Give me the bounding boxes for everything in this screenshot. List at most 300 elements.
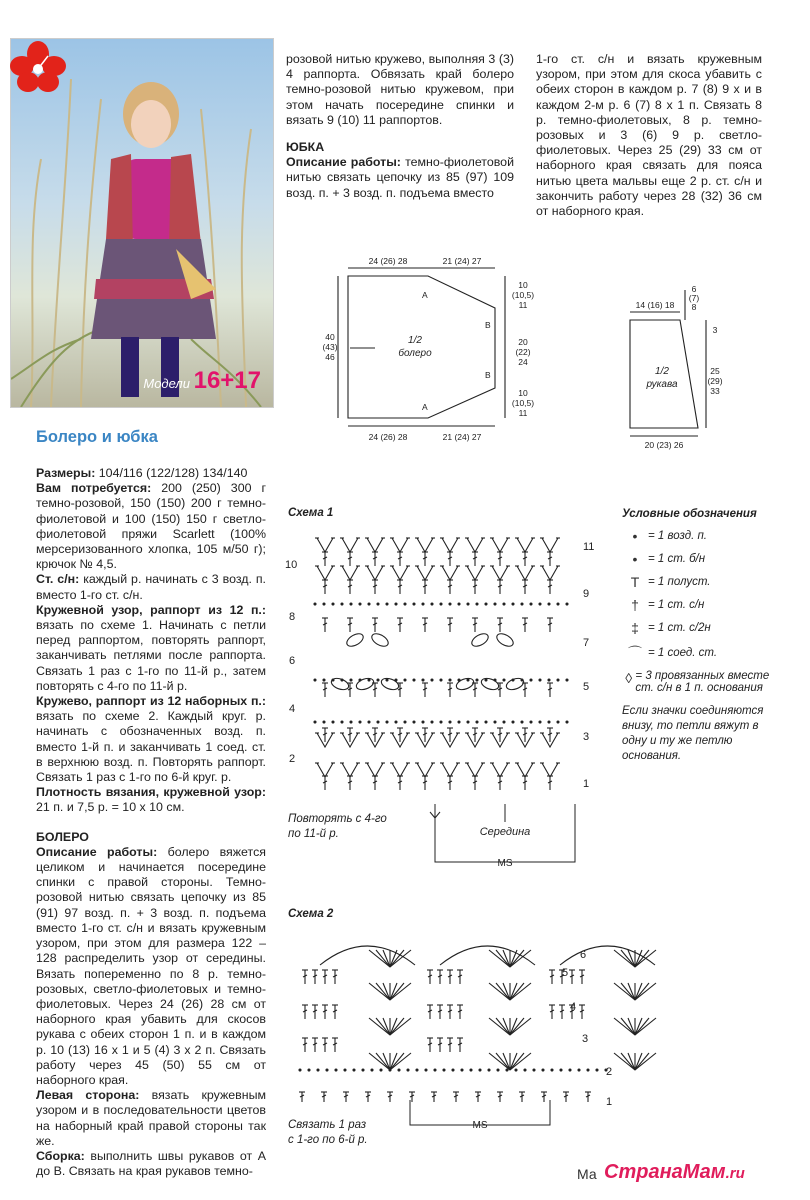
scheme1-row-1: 1	[583, 778, 590, 790]
chain-dot	[452, 1069, 454, 1071]
single-crochet-icon: •	[632, 551, 638, 567]
bolero-rt-3: 11	[518, 300, 528, 310]
stitch-symbol	[467, 538, 483, 552]
lace-pattern-label: Кружевной узор, раппорт из 12 п.:	[36, 602, 266, 617]
stitch-symbol	[342, 538, 358, 552]
chain-dot	[494, 603, 496, 605]
chain-dot	[566, 721, 568, 723]
scheme1-row-9: 9	[583, 588, 590, 600]
chain-dot	[404, 721, 406, 723]
sizes-text: 104/116 (122/128) 134/140	[98, 466, 248, 480]
chain-dot	[443, 1069, 445, 1071]
scheme1-repeat-line-1: Повторять с 4-го	[288, 813, 387, 825]
stitch-symbol	[517, 566, 533, 580]
chain-dot	[542, 1069, 544, 1071]
sleeve-rb-3: 33	[710, 386, 720, 396]
stitch-symbol	[542, 763, 558, 777]
fan-stitch	[496, 1053, 510, 1070]
chain-dot	[353, 1069, 355, 1071]
fan-stitch	[635, 1053, 649, 1070]
chain-dot	[503, 603, 505, 605]
bolero-h-3: 46	[325, 352, 335, 362]
lace-pattern-text: вязать по схеме 1. Начинать с петли перед раппортом, повторять раппорт, заканчивать петлями после раппорта. Связать 1 раз с 1-го по 11-й р., затем повторять с 4-го по 11-й р.	[36, 618, 266, 693]
chain-dot	[488, 1069, 490, 1071]
fan-stitch	[390, 983, 404, 1000]
stitch-symbol	[442, 566, 458, 580]
fan-stitch	[496, 1018, 510, 1035]
chain-dot	[386, 679, 388, 681]
chain-dot	[524, 1069, 526, 1071]
legend-title: Условные обозначения	[622, 508, 757, 520]
sleeve-rb-2: (29)	[707, 376, 723, 386]
materials-label: Вам потребуется:	[36, 481, 152, 496]
legend-text-slst: = 1 соед. ст.	[648, 647, 718, 659]
bolero-rt-1: 10	[518, 280, 528, 290]
bolero-desc-label: Описание работы:	[36, 844, 158, 859]
scheme1-row-6: 6	[289, 655, 296, 667]
chain-dot	[404, 679, 406, 681]
bolero-rb-2: (10,5)	[511, 398, 535, 408]
stitch-symbol	[392, 763, 408, 777]
bolero-rt-2: (10,5)	[511, 290, 535, 300]
sleeve-label-2: рукава	[646, 379, 678, 390]
scheme2-repeat-note	[288, 1118, 368, 1148]
chain-dot	[380, 1069, 382, 1071]
fan-stitch	[635, 983, 649, 1000]
sleeve-rb-1: 25	[710, 366, 720, 376]
chain-dot	[350, 679, 352, 681]
scheme1-ms-label: MS	[497, 858, 513, 867]
chain-dot	[566, 603, 568, 605]
chain-dot	[431, 679, 433, 681]
bolero-rm-2: (22)	[515, 347, 531, 357]
stitch-symbol	[442, 763, 458, 777]
fan-stitch	[621, 1018, 635, 1035]
chain-dot	[386, 603, 388, 605]
page-title: Болеро и юбка	[36, 428, 158, 446]
scheme2-row-2: 2	[606, 1066, 613, 1078]
stitch-symbol	[492, 538, 508, 552]
scheme2-row-3: 3	[582, 1033, 589, 1045]
scheme1-row-8: 8	[289, 611, 296, 623]
chain-dot	[344, 1069, 346, 1071]
chain-dot	[326, 1069, 328, 1071]
chain-dot	[368, 679, 370, 681]
chain-dot	[341, 721, 343, 723]
chain-dot	[440, 721, 442, 723]
scheme1-row-2: 2	[289, 753, 296, 765]
stitch-symbol	[492, 763, 508, 777]
chain-dot	[440, 603, 442, 605]
chain-dot	[533, 1069, 535, 1071]
stitch-symbol	[417, 566, 433, 580]
scheme2-repeat-line-2: с 1-го по 6-й р.	[288, 1134, 368, 1146]
legend-text-hdc: = 1 полуст.	[648, 576, 711, 588]
bolero-pattern	[310, 248, 550, 448]
legend-text-cluster: = 3 провязанных вместе ст. с/н в 1 п. основания	[635, 670, 770, 694]
chain-dot	[332, 721, 334, 723]
sleeve-right-a: 3	[712, 325, 718, 335]
stitch-symbol	[467, 763, 483, 777]
stitch-symbol	[467, 566, 483, 580]
legend-item-chain	[622, 528, 772, 544]
slip-stitch-icon: ⌒	[628, 645, 642, 661]
density-label: Плотность вязания, кружевной узор:	[36, 785, 266, 800]
stitch-symbol	[542, 566, 558, 580]
chain-dot	[587, 1069, 589, 1071]
stitch-symbol	[342, 566, 358, 580]
flower-logo-icon	[8, 40, 68, 95]
chain-dot	[497, 1069, 499, 1071]
chain-dot	[551, 1069, 553, 1071]
watermark	[604, 1161, 745, 1184]
legend-item-hdc	[622, 574, 772, 590]
chain-dot	[362, 1069, 364, 1071]
bolero-dim-top-left: 24 (26) 28	[368, 256, 408, 266]
bolero-rb-1: 10	[518, 388, 528, 398]
left-side-label: Левая сторона:	[36, 1088, 140, 1103]
chain-dot	[530, 721, 532, 723]
lace-text: вязать по схеме 2. Каждый круг. р. начинать с обозначенных возд. п. вместо 1-й п. и заканчивать 1 соед. ст. в верхнюю возд. п. Повторять раппорт. Связать 1 раз с 1-го по 6-й круг. р.	[36, 709, 266, 785]
cluster-symbol	[355, 676, 375, 692]
lace-label: Кружево, раппорт из 12 наборных п.:	[36, 694, 266, 709]
legend	[622, 508, 772, 764]
chain-dot	[476, 603, 478, 605]
chain-dot	[548, 603, 550, 605]
chain-dot	[359, 603, 361, 605]
chain-dot	[458, 603, 460, 605]
chain-dot	[413, 721, 415, 723]
stitch-symbol	[417, 763, 433, 777]
scheme2-repeat-line-1: Связать 1 раз	[288, 1119, 367, 1131]
legend-item-sc	[622, 551, 772, 567]
sleeve-bottom: 20 (23) 26	[644, 440, 684, 450]
bolero-dim-bottom-left: 24 (26) 28	[368, 432, 408, 442]
stitch-symbol	[367, 763, 383, 777]
sleeve-tr-3: 8	[691, 302, 697, 312]
chain-dot	[389, 1069, 391, 1071]
chain-dot	[314, 603, 316, 605]
scheme2-row-6: 6	[580, 949, 587, 961]
chain-dot	[449, 721, 451, 723]
chain-dot	[422, 679, 424, 681]
right-column	[536, 52, 762, 219]
left-side-text: вязать кружевным узором и в последовательности цветов на наборный край правой стороны так же.	[36, 1088, 266, 1148]
chain-dot	[398, 1069, 400, 1071]
scheme2-diagram	[290, 920, 720, 1135]
scheme2-row-4: 4	[570, 1001, 577, 1013]
scheme1-row-7: 7	[583, 637, 590, 649]
legend-text-dc: = 1 ст. с/н	[648, 599, 705, 611]
chain-dot	[449, 679, 451, 681]
chain-dot	[323, 679, 325, 681]
chain-dot	[485, 721, 487, 723]
chain-dot	[539, 721, 541, 723]
legend-text-sc: = 1 ст. б/н	[648, 553, 706, 565]
assembly-label: Сборка:	[36, 1148, 85, 1163]
scheme2-row-5: 5	[562, 967, 569, 979]
stitch-symbol	[492, 566, 508, 580]
middle-column	[286, 52, 514, 201]
stitch-symbol	[317, 566, 333, 580]
fan-stitch	[510, 1018, 524, 1035]
scheme2-row-1: 1	[606, 1096, 613, 1108]
stitch-symbol	[317, 538, 333, 552]
double-crochet-icon: †	[631, 597, 639, 613]
treble-crochet-icon: ‡	[631, 620, 639, 636]
stitch-symbol	[417, 538, 433, 552]
chain-dot	[332, 603, 334, 605]
chain-dot	[404, 603, 406, 605]
chain-dot	[335, 1069, 337, 1071]
scheme1-row-4: 4	[289, 703, 296, 715]
chain-dot	[503, 679, 505, 681]
chain-dot	[557, 679, 559, 681]
fan-stitch	[390, 1018, 404, 1035]
bolero-rm-3: 24	[518, 357, 528, 367]
legend-text-chain: = 1 возд. п.	[648, 530, 708, 542]
chain-icon: •	[632, 528, 638, 544]
chain-dot	[461, 1069, 463, 1071]
stitch-symbol	[317, 763, 333, 777]
chain-dot	[407, 1069, 409, 1071]
chain-dot	[341, 603, 343, 605]
bolero-mark-a-bottom: A	[422, 402, 428, 412]
chain-dot	[395, 603, 397, 605]
fan-stitch	[390, 1053, 404, 1070]
bolero-rb-3: 11	[518, 408, 528, 418]
chain-dot	[449, 603, 451, 605]
chain-dot	[416, 1069, 418, 1071]
sc-text: каждый р. начинать с 3 возд. п. вместо 1-го ст. с/н.	[36, 572, 266, 602]
chain-dot	[506, 1069, 508, 1071]
chain-dot	[431, 603, 433, 605]
density-text: 21 п. и 7,5 р. = 10 х 10 см.	[36, 800, 185, 815]
chain-dot	[569, 1069, 571, 1071]
stitch-symbol	[517, 763, 533, 777]
cluster-symbol	[380, 676, 400, 692]
sleeve-label-1: 1/2	[655, 366, 669, 377]
chain-dot	[377, 721, 379, 723]
chain-dot	[440, 679, 442, 681]
fan-stitch	[510, 950, 524, 967]
chain-dot	[512, 603, 514, 605]
chain-dot	[317, 1069, 319, 1071]
scheme2-title: Схема 2	[288, 908, 334, 920]
chain-dot	[530, 603, 532, 605]
scheme1-repeat-line-2: по 11-й р.	[288, 828, 339, 840]
chain-dot	[386, 721, 388, 723]
chain-dot	[431, 721, 433, 723]
sleeve-pattern	[610, 280, 740, 450]
sleeve-top: 14 (16) 18	[635, 300, 675, 310]
right-col-text: 1-го ст. с/н и вязать кружевным узором, при этом для скоса убавить с обеих сторон в каждом р. 7 (8) 9 х и в каждом 2-м р. 6 (7) 8 х 1 п. Связать 8 р. темно-фиолетовых, 8 р. темно-розовых и 3 (6) 9 р. светло-фиолетовых. Через 25 (29) 33 см от наборного края связать для пояса нитью цвета мальвы еще 2 р. ст. с/н и закончить работу через 28 (32) 36 см от наборного края.	[536, 52, 762, 219]
chain-dot	[560, 1069, 562, 1071]
bolero-dim-top-right: 21 (24) 27	[442, 256, 482, 266]
chain-dot	[359, 721, 361, 723]
chain-dot	[467, 721, 469, 723]
chain-dot	[566, 679, 568, 681]
stitch-symbol	[342, 763, 358, 777]
chain-dot	[485, 603, 487, 605]
fan-stitch	[621, 950, 635, 967]
fan-stitch	[496, 983, 510, 1000]
chain-dot	[368, 603, 370, 605]
chain-dot	[434, 1069, 436, 1071]
sc-label: Ст. с/н:	[36, 572, 80, 587]
chain-dot	[422, 721, 424, 723]
cluster-symbol	[370, 631, 391, 649]
chain-dot	[494, 721, 496, 723]
skirt-heading: ЮБКА	[286, 140, 325, 155]
cluster-icon: ◊	[625, 670, 633, 686]
chain-dot	[314, 721, 316, 723]
fan-stitch	[621, 1053, 635, 1070]
legend-note: Если значки соединяются внизу, то петли вяжут в одну и ту же петлю основания.	[622, 705, 764, 762]
chain-dot	[308, 1069, 310, 1071]
lace-arch	[440, 946, 535, 965]
scheme1-repeat-note	[288, 812, 387, 842]
fan-stitch	[376, 1018, 390, 1035]
skirt-desc-label: Описание работы:	[286, 155, 401, 170]
fan-stitch	[376, 983, 390, 1000]
chain-dot	[422, 603, 424, 605]
scheme1-row-3: 3	[583, 731, 590, 743]
scheme1-row-11: 11	[583, 541, 595, 553]
cluster-symbol	[495, 631, 516, 649]
bolero-h-2: (43)	[322, 342, 338, 352]
chain-dot	[413, 603, 415, 605]
sleeve-tr-2: (7)	[688, 293, 700, 303]
chain-dot	[557, 721, 559, 723]
chain-dot	[503, 721, 505, 723]
stitch-symbol	[392, 538, 408, 552]
models-label: Модели	[143, 376, 190, 391]
stitch-symbol	[442, 538, 458, 552]
chain-dot	[314, 679, 316, 681]
chain-dot	[479, 1069, 481, 1071]
fan-stitch	[621, 983, 635, 1000]
sleeve-tr-1: 6	[691, 284, 697, 294]
cluster-symbol	[470, 631, 491, 649]
fan-stitch	[376, 950, 390, 967]
legend-item-tr	[622, 620, 772, 636]
cluster-symbol	[480, 676, 500, 692]
chain-dot	[521, 603, 523, 605]
chain-dot	[323, 603, 325, 605]
chain-dot	[377, 679, 379, 681]
bolero-mark-b-top: B	[485, 320, 491, 330]
chain-dot	[548, 679, 550, 681]
chain-dot	[470, 1069, 472, 1071]
bolero-mark-b-bottom: B	[485, 370, 491, 380]
watermark-suffix: .ru	[725, 1165, 745, 1182]
bolero-dim-bottom-right: 21 (24) 27	[442, 432, 482, 442]
chain-dot	[395, 721, 397, 723]
assembly-text: выполнить швы рукавов от А до В. Связать на края рукавов темно-	[36, 1148, 266, 1179]
cluster-symbol	[345, 631, 366, 649]
legend-item-cluster	[622, 670, 772, 694]
legend-item-slst	[622, 643, 772, 663]
lace-arch	[320, 946, 415, 965]
chain-dot	[467, 679, 469, 681]
fan-stitch	[510, 1053, 524, 1070]
chain-dot	[476, 721, 478, 723]
chain-dot	[548, 721, 550, 723]
stitch-symbol	[392, 566, 408, 580]
legend-item-dc	[622, 597, 772, 613]
half-double-icon: Т	[630, 574, 640, 590]
fan-stitch	[635, 1018, 649, 1035]
mid-cont-text: розовой нитью кружево, выполняя 3 (3) 4 раппорта. Обвязать край болеро темно-розовой нитью кружевом, при этом начать посередине спинки и вязать 9 (10) 11 раппортов.	[286, 52, 514, 127]
left-column	[36, 466, 266, 1179]
chain-dot	[458, 721, 460, 723]
models-tag	[143, 367, 261, 395]
chain-dot	[350, 721, 352, 723]
fan-stitch	[390, 950, 404, 967]
chain-dot	[368, 721, 370, 723]
scheme1-center-label: Середина	[479, 826, 531, 838]
chain-dot	[515, 1069, 517, 1071]
bolero-rm-1: 20	[518, 337, 528, 347]
bolero-h-1: 40	[325, 332, 335, 342]
chain-dot	[476, 679, 478, 681]
chain-dot	[377, 603, 379, 605]
stitch-symbol	[367, 538, 383, 552]
chain-dot	[521, 721, 523, 723]
scheme1-row-10: 10	[285, 559, 298, 571]
chain-dot	[323, 721, 325, 723]
chain-dot	[299, 1069, 301, 1071]
stitch-symbol	[542, 538, 558, 552]
legend-text-tr: = 1 ст. с/2н	[648, 622, 711, 634]
chain-dot	[413, 679, 415, 681]
scheme2-ms-label: MS	[472, 1120, 488, 1131]
bolero-heading: БОЛЕРО	[36, 829, 89, 844]
chain-dot	[512, 721, 514, 723]
bolero-desc-text: болеро вяжется целиком и начинается посередине спинки с правой стороны. Темно-розовой нитью связать цепочку из 85 (91) 97 возд. п. + 3 возд. п. подъема вместо 1-го ст. с/н и вязать кружевным узором, при этом для размера 122 – 128 распределить узор от середины. Вязать попеременно по 8 р. темно-розовых, светло-фиолетовых и темно-фиолетовых. Через 24 (26) 28 см от наборного края убавить для скосов рукава с обеих сторон 1 п. и в каждом р. 10 (13) 16 х 1 и 5 (4) 3 х 2 п. Связать работу через 45 (50) 55 см от наборного края.	[36, 844, 266, 1087]
chain-dot	[596, 1069, 598, 1071]
chain-dot	[350, 603, 352, 605]
fan-stitch	[510, 983, 524, 1000]
chain-dot	[371, 1069, 373, 1071]
cluster-symbol	[455, 676, 475, 692]
stitch-symbol	[517, 538, 533, 552]
bolero-label-2: болеро	[398, 348, 432, 359]
watermark-text: СтранаМам	[604, 1161, 726, 1183]
bolero-label-1: 1/2	[408, 335, 422, 346]
chain-dot	[467, 603, 469, 605]
fan-stitch	[496, 950, 510, 967]
chain-dot	[557, 603, 559, 605]
chain-dot	[539, 603, 541, 605]
materials-text: 200 (250) 300 г темно-розовой, 150 (150) 200 г темно-фиолетовой и 100 (150) 150 г светло-фиолетовой пряжи Scarlett (100% мерсеризованного хлопка, 105 м/50 г); крючок № 4,5.	[36, 481, 266, 572]
skirt-desc-text: темно-фиолетовой нитью связать цепочку из 85 (97) 109 возд. п. + 3 возд. п. подъема вместо	[286, 155, 514, 200]
chain-dot	[530, 679, 532, 681]
chain-dot	[425, 1069, 427, 1071]
bolero-mark-a-top: A	[422, 290, 428, 300]
fan-stitch	[376, 1053, 390, 1070]
sizes-label: Размеры:	[36, 466, 96, 480]
models-number: 16+17	[193, 367, 261, 394]
stitch-symbol	[367, 566, 383, 580]
scheme1-row-5: 5	[583, 681, 590, 693]
scheme1-title: Схема 1	[288, 507, 334, 519]
chain-dot	[578, 1069, 580, 1071]
chain-dot	[539, 679, 541, 681]
chain-dot	[485, 679, 487, 681]
footer-text: Ма	[577, 1166, 597, 1182]
